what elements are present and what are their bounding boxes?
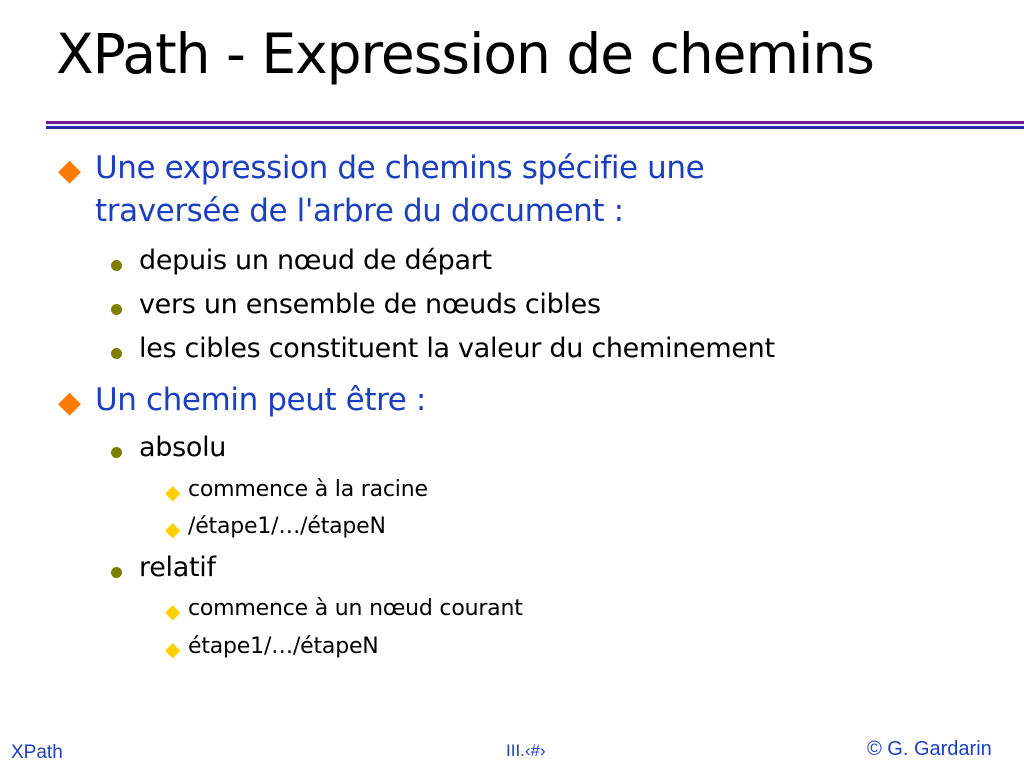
- diamond-bullet-icon: ◆: [58, 153, 82, 188]
- title-rule-bottom: [46, 126, 1024, 129]
- dot-bullet-icon: [111, 304, 122, 315]
- title-rule-top: [46, 121, 1024, 124]
- bullet-1-line-1: Une expression de chemins spécifie une: [95, 150, 705, 186]
- slide-title: XPath - Expression de chemins: [56, 22, 874, 86]
- title-rule: [46, 121, 1024, 129]
- dot-bullet-icon: [111, 348, 122, 359]
- small-diamond-bullet-icon: ◆: [165, 517, 181, 541]
- relatif-item-1: commence à un nœud courant: [188, 596, 523, 621]
- dot-bullet-icon: [111, 567, 122, 578]
- small-diamond-bullet-icon: ◆: [165, 599, 181, 623]
- absolu-item-2: /étape1/…/étapeN: [188, 514, 386, 539]
- slide-number: III.‹#›: [506, 741, 546, 760]
- footer-copyright: © G. Gardarin: [867, 738, 992, 760]
- dot-bullet-icon: [111, 447, 122, 458]
- bullet-2-text: Un chemin peut être :: [95, 382, 426, 418]
- absolu-item-1: commence à la racine: [188, 477, 428, 502]
- dot-bullet-icon: [111, 260, 122, 271]
- sub-item-absolu: absolu: [139, 432, 227, 463]
- small-diamond-bullet-icon: ◆: [165, 480, 181, 504]
- sub-item-2: vers un ensemble de nœuds cibles: [139, 289, 601, 320]
- diamond-bullet-icon: ◆: [58, 385, 82, 420]
- bullet-1-line-2: traversée de l'arbre du document :: [95, 193, 624, 229]
- sub-item-3: les cibles constituent la valeur du cheminement: [139, 333, 775, 364]
- small-diamond-bullet-icon: ◆: [165, 637, 181, 661]
- sub-item-1: depuis un nœud de départ: [139, 245, 492, 276]
- relatif-item-2: étape1/…/étapeN: [188, 634, 379, 659]
- footer-left: XPath: [11, 742, 63, 763]
- sub-item-relatif: relatif: [139, 552, 216, 583]
